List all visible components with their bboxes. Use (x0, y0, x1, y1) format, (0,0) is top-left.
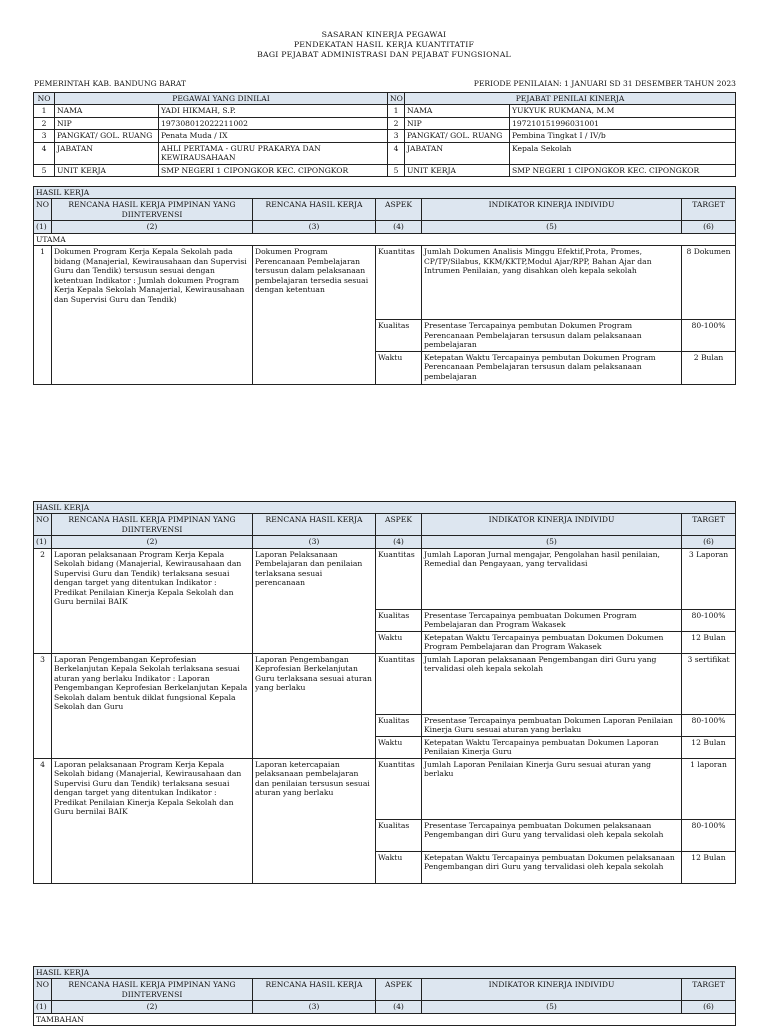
item-indikator: Ketepatan Waktu Tercapainya pembuatan Dokumen Dokumen Program Pembelajaran dan Program Wakasek (422, 631, 682, 653)
row-no: 1 (388, 105, 405, 117)
row-value: AHLI PERTAMA - GURU PRAKARYA DAN KEWIRAUSAHAAN (159, 142, 388, 164)
no-header-2: NO (388, 93, 405, 105)
item-indikator: Jumlah Laporan Penilaian Kinerja Guru sesuai aturan yang berlaku (422, 758, 682, 819)
item-rhk: Laporan ketercapaian pelaksanaan pembelajaran dan penilaian tersusun sesuai aturan yang berlaku (253, 758, 376, 883)
hasil-kerja-table-utama (33, 186, 736, 385)
row-value: YADI HIKMAH, S.P. (159, 105, 388, 117)
pegawai-dinilai-heading: PEGAWAI YANG DINILAI (55, 93, 388, 105)
col-num: (5) (422, 1001, 682, 1013)
item-aspek: Waktu (376, 351, 422, 384)
hasil-kerja-table-tambahan (33, 966, 736, 1026)
table-row (34, 653, 736, 714)
row-no: 2 (388, 117, 405, 129)
col-num: (6) (682, 536, 736, 548)
col-no: NO (34, 199, 52, 221)
table-row (34, 758, 736, 819)
title-line-3: BAGI PEJABAT ADMINISTRASI DAN PEJABAT FUNGSIONAL (257, 50, 511, 60)
item-no: 4 (34, 758, 52, 883)
col-rhk-pimpinan: RENCANA HASIL KERJA PIMPINAN YANG DIINTERVENSI (52, 514, 253, 536)
item-target: 80-100% (682, 320, 736, 351)
document-title (0, 30, 768, 60)
pegawai-table (33, 92, 736, 177)
row-label: JABATAN (405, 142, 510, 164)
item-target: 80-100% (682, 714, 736, 736)
col-no: NO (34, 514, 52, 536)
row-label: NAMA (405, 105, 510, 117)
col-indikator: INDIKATOR KINERJA INDIVIDU (422, 199, 682, 221)
col-num: (1) (34, 221, 52, 233)
col-target: TARGET (682, 199, 736, 221)
item-no: 1 (34, 246, 52, 384)
col-no: NO (34, 979, 52, 1001)
item-no: 2 (34, 548, 52, 653)
item-aspek: Kuantitas (376, 246, 422, 320)
row-label: UNIT KERJA (55, 164, 159, 176)
title-line-1: SASARAN KINERJA PEGAWAI (321, 30, 447, 39)
col-rhk-pimpinan: RENCANA HASIL KERJA PIMPINAN YANG DIINTERVENSI (52, 199, 253, 221)
col-target: TARGET (682, 979, 736, 1001)
item-aspek: Kualitas (376, 714, 422, 736)
col-aspek: ASPEK (376, 979, 422, 1001)
col-num: (2) (52, 221, 253, 233)
section-heading: HASIL KERJA (34, 502, 736, 514)
item-aspek: Kuantitas (376, 653, 422, 714)
item-aspek: Kuantitas (376, 758, 422, 819)
row-no: 2 (34, 117, 55, 129)
item-rhk: Laporan Pengembangan Keprofesian Berkelanjutan Guru terlaksana sesuai aturan yang berlaku (253, 653, 376, 758)
item-aspek: Waktu (376, 851, 422, 883)
pejabat-penilai-heading: PEJABAT PENILAI KINERJA (405, 93, 736, 105)
col-num: (6) (682, 1001, 736, 1013)
col-num: (4) (376, 1001, 422, 1013)
item-rhk-pimpinan: Laporan pelaksanaan Program Kerja Kepala Sekolah bidang (Manajerial, Kewirausahaan dan Supervisi Guru dan Tendik) terlaksana sesuai dengan target yang ditentukan Indikator : Predikat Penilaian Kinerja Kepala Sekolah dan Guru bernilai BAIK (52, 548, 253, 653)
item-indikator: Jumlah Dokumen Analisis Minggu Efektif,Prota, Promes, CP/TP/Silabus, KKM/KKTP,Modul Ajar/RPP, Bahan Ajar dan Intrumen Penilaian, yang disahkan oleh kepala sekolah (422, 246, 682, 320)
row-value: Penata Muda / IX (159, 130, 388, 142)
item-target: 80-100% (682, 819, 736, 851)
col-num: (4) (376, 536, 422, 548)
item-indikator: Ketepatan Waktu Tercapainya pembuatan Dokumen pelaksanaan Pengembangan diri Guru yang tervalidasi oleh kepala sekolah (422, 851, 682, 883)
section-heading: HASIL KERJA (34, 967, 736, 979)
no-header: NO (34, 93, 55, 105)
item-aspek: Kualitas (376, 609, 422, 631)
item-indikator: Presentase Tercapainya pembutan Dokumen Program Perencanaan Pembelajaran tersusun dalam pelaksanaan pembelajaran (422, 320, 682, 351)
item-aspek: Waktu (376, 736, 422, 758)
title-line-2: PENDEKATAN HASIL KERJA KUANTITATIF (293, 40, 475, 50)
item-aspek: Kualitas (376, 819, 422, 851)
item-target: 12 Bulan (682, 851, 736, 883)
pegawai-row (34, 164, 736, 176)
col-num: (2) (52, 1001, 253, 1013)
item-rhk: Laporan Pelaksanaan Pembelajaran dan penilaian terlaksana sesuai perencanaan (253, 548, 376, 653)
row-value: 197308012022211002 (159, 117, 388, 129)
item-aspek: Waktu (376, 631, 422, 653)
row-no: 5 (34, 164, 55, 176)
col-num: (3) (253, 1001, 376, 1013)
row-no: 3 (34, 130, 55, 142)
row-no: 1 (34, 105, 55, 117)
col-num: (5) (422, 536, 682, 548)
row-label: NAMA (55, 105, 159, 117)
col-num: (3) (253, 221, 376, 233)
col-rhk: RENCANA HASIL KERJA (253, 514, 376, 536)
col-num: (3) (253, 536, 376, 548)
pegawai-row (34, 130, 736, 142)
section-label-utama: UTAMA (34, 233, 736, 245)
col-aspek: ASPEK (376, 199, 422, 221)
col-rhk: RENCANA HASIL KERJA (253, 199, 376, 221)
row-no: 4 (34, 142, 55, 164)
col-num: (1) (34, 536, 52, 548)
section-label-tambahan: TAMBAHAN (34, 1013, 736, 1025)
item-indikator: Ketepatan Waktu Tercapainya pembuatan Dokumen Laporan Penilaian Kinerja Guru (422, 736, 682, 758)
row-label: NIP (55, 117, 159, 129)
col-aspek: ASPEK (376, 514, 422, 536)
item-indikator: Presentase Tercapainya pembuatan Dokumen Laporan Penilaian Kinerja Guru sesuai aturan yang berlaku (422, 714, 682, 736)
item-aspek: Kualitas (376, 320, 422, 351)
pegawai-row (34, 105, 736, 117)
col-num: (5) (422, 221, 682, 233)
col-rhk-pimpinan: RENCANA HASIL KERJA PIMPINAN YANG DIINTERVENSI (52, 979, 253, 1001)
header-info (34, 79, 736, 88)
item-no: 3 (34, 653, 52, 758)
col-target: TARGET (682, 514, 736, 536)
item-target: 3 Laporan (682, 548, 736, 609)
row-value: SMP NEGERI 1 CIPONGKOR KEC. CIPONGKOR (159, 164, 388, 176)
col-indikator: INDIKATOR KINERJA INDIVIDU (422, 979, 682, 1001)
row-value: 197210151996031001 (510, 117, 736, 129)
table-row (34, 246, 736, 320)
row-label: NIP (405, 117, 510, 129)
item-rhk: Dokumen Program Perencanaan Pembelajaran tersusun dalam pelaksanaan pembelajaran tersedia sesuai dengan ketentuan (253, 246, 376, 384)
item-indikator: Jumlah Laporan Jurnal mengajar, Pengolahan hasil penilaian, Remedial dan Pengayaan, yang tervalidasi (422, 548, 682, 609)
col-num: (2) (52, 536, 253, 548)
item-indikator: Presentase Tercapainya pembuatan Dokumen Program Pembelajaran dan Program Wakasek (422, 609, 682, 631)
item-target: 12 Bulan (682, 736, 736, 758)
assessment-period: PERIODE PENILAIAN: 1 JANUARI SD 31 DESEMBER TAHUN 2023 (473, 79, 736, 88)
row-label: JABATAN (55, 142, 159, 164)
row-value: Kepala Sekolah (510, 142, 736, 164)
row-no: 3 (388, 130, 405, 142)
pegawai-row (34, 142, 736, 164)
item-target: 8 Dokumen (682, 246, 736, 320)
item-target: 1 laporan (682, 758, 736, 819)
item-target: 2 Bulan (682, 351, 736, 384)
item-aspek: Kuantitas (376, 548, 422, 609)
col-num: (1) (34, 1001, 52, 1013)
table-row (34, 548, 736, 609)
section-heading: HASIL KERJA (34, 187, 736, 199)
row-no: 4 (388, 142, 405, 164)
item-target: 12 Bulan (682, 631, 736, 653)
hasil-kerja-table-2 (33, 501, 736, 884)
item-rhk-pimpinan: Dokumen Program Kerja Kepala Sekolah pada bidang (Manajerial, Kewirausahaan dan Supervisi Guru dan Tendik) tersusun sesuai dengan ketentuan Indikator : Jumlah dokumen Program Kerja Kepala Sekolah Manajerial, Kewirausahaan dan Supervisi Guru dan Tendik) (52, 246, 253, 384)
row-no: 5 (388, 164, 405, 176)
col-indikator: INDIKATOR KINERJA INDIVIDU (422, 514, 682, 536)
item-rhk-pimpinan: Laporan Pengembangan Keprofesian Berkelanjutan Kepala Sekolah terlaksana sesuai aturan yang berlaku Indikator : Laporan Pengembangan Keprofesian Berkelanjutan Kepala Sekolah dalam bentuk diklat fungsional Kepala Sekolah dan Guru (52, 653, 253, 758)
col-num: (4) (376, 221, 422, 233)
row-value: YUKYUK RUKMANA, M.M (510, 105, 736, 117)
item-target: 3 sertifikat (682, 653, 736, 714)
agency-name: PEMERINTAH KAB. BANDUNG BARAT (34, 79, 186, 88)
row-label: PANGKAT/ GOL. RUANG (405, 130, 510, 142)
item-target: 80-100% (682, 609, 736, 631)
row-label: UNIT KERJA (405, 164, 510, 176)
col-rhk: RENCANA HASIL KERJA (253, 979, 376, 1001)
row-label: PANGKAT/ GOL. RUANG (55, 130, 159, 142)
item-rhk-pimpinan: Laporan pelaksanaan Program Kerja Kepala Sekolah bidang (Manajerial, Kewirausahaan dan Supervisi Guru dan Tendik) terlaksana sesuai dengan target yang ditentukan Indikator : Predikat Penilaian Kinerja Kepala Sekolah dan Guru bernilai BAIK (52, 758, 253, 883)
item-indikator: Jumlah Laporan pelaksanaan Pengembangan diri Guru yang tervalidasi oleh kepala sekolah (422, 653, 682, 714)
item-indikator: Presentase Tercapainya pembuatan Dokumen pelaksanaan Pengembangan diri Guru yang tervalidasi oleh kepala sekolah (422, 819, 682, 851)
row-value: Pembina Tingkat I / IV/b (510, 130, 736, 142)
item-indikator: Ketepatan Waktu Tercapainya pembutan Dokumen Program Perencanaan Pembelajaran tersusun dalam pelaksanaan pembelajaran (422, 351, 682, 384)
col-num: (6) (682, 221, 736, 233)
pegawai-row (34, 117, 736, 129)
row-value: SMP NEGERI 1 CIPONGKOR KEC. CIPONGKOR (510, 164, 736, 176)
